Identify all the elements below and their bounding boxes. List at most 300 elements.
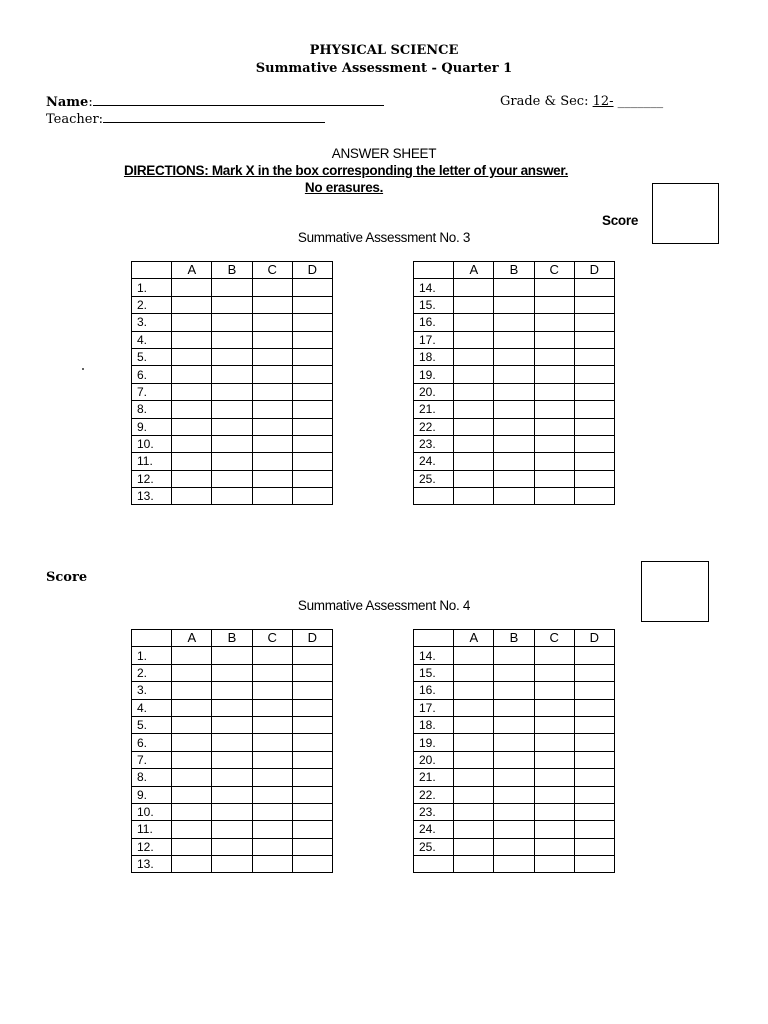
answer-box-c[interactable]	[534, 401, 574, 418]
table-row	[414, 821, 615, 838]
answer-box-b[interactable]	[494, 418, 534, 435]
answer-box-b[interactable]	[212, 682, 252, 699]
answer-box-b[interactable]	[494, 786, 534, 803]
answer-box-b[interactable]	[494, 348, 534, 365]
answer-box-c[interactable]	[534, 647, 574, 664]
answer-box-b[interactable]	[494, 716, 534, 733]
answer-box-a[interactable]	[454, 401, 494, 418]
answer-box-d[interactable]	[292, 786, 332, 803]
answer-box-d[interactable]	[292, 401, 332, 418]
answer-box-d[interactable]	[292, 331, 332, 348]
answer-box-c[interactable]	[252, 856, 292, 873]
table-row	[132, 366, 333, 383]
item-number: 5.	[132, 716, 172, 733]
answer-box-b[interactable]	[494, 647, 534, 664]
answer-box-d[interactable]	[574, 734, 614, 751]
item-number-header	[414, 262, 454, 279]
answer-box-d[interactable]	[574, 682, 614, 699]
answer-box-b[interactable]	[494, 453, 534, 470]
answer-table-4-left	[131, 629, 333, 873]
item-number	[414, 856, 454, 873]
answer-box-b[interactable]	[212, 296, 252, 313]
answer-box-d[interactable]	[574, 647, 614, 664]
answer-box-c[interactable]	[534, 682, 574, 699]
table-row	[132, 682, 333, 699]
answer-box-c[interactable]	[252, 314, 292, 331]
answer-box-a[interactable]	[172, 401, 212, 418]
answer-box-d[interactable]	[292, 314, 332, 331]
answer-box-d[interactable]	[574, 401, 614, 418]
answer-box-c[interactable]	[534, 453, 574, 470]
answer-box-a[interactable]	[172, 769, 212, 786]
answer-box-b[interactable]	[212, 803, 252, 820]
answer-box-c[interactable]	[252, 401, 292, 418]
item-number: 14.	[414, 647, 454, 664]
answer-box-d[interactable]	[574, 803, 614, 820]
item-number: 24.	[414, 821, 454, 838]
answer-box-b[interactable]	[494, 279, 534, 296]
answer-box-d[interactable]	[292, 838, 332, 855]
answer-box-b[interactable]	[212, 664, 252, 681]
table-row	[132, 664, 333, 681]
answer-box-c[interactable]	[534, 838, 574, 855]
item-number: 6.	[132, 734, 172, 751]
answer-box-b[interactable]	[212, 383, 252, 400]
table-row	[132, 803, 333, 820]
table-row	[132, 716, 333, 733]
teacher-field[interactable]	[46, 111, 325, 127]
answer-box-d[interactable]	[292, 682, 332, 699]
answer-box-b[interactable]	[494, 751, 534, 768]
table-row	[132, 769, 333, 786]
answer-box-b[interactable]	[494, 803, 534, 820]
answer-box-c[interactable]	[534, 314, 574, 331]
table-row	[414, 488, 615, 505]
section3-title: Summative Assessment No. 3	[297, 230, 471, 245]
answer-box-b[interactable]	[212, 647, 252, 664]
answer-box-d[interactable]	[292, 470, 332, 487]
assessment-title: Summative Assessment - Quarter 1	[255, 61, 513, 76]
answer-box-b[interactable]	[494, 734, 534, 751]
item-number: 10.	[132, 803, 172, 820]
item-number: 23.	[414, 435, 454, 452]
answer-box-c[interactable]	[252, 821, 292, 838]
table-row	[414, 296, 615, 313]
answer-box-d[interactable]	[574, 435, 614, 452]
answer-box-c[interactable]	[252, 838, 292, 855]
item-number: 12.	[132, 470, 172, 487]
answer-box-a[interactable]	[454, 856, 494, 873]
answer-box-c[interactable]	[534, 699, 574, 716]
answer-box-c[interactable]	[252, 331, 292, 348]
answer-box-b[interactable]	[212, 401, 252, 418]
answer-box-c[interactable]	[252, 803, 292, 820]
table-row	[414, 786, 615, 803]
answer-box-b[interactable]	[212, 453, 252, 470]
answer-box-b[interactable]	[212, 716, 252, 733]
answer-box-d[interactable]	[292, 435, 332, 452]
answer-box-b[interactable]	[494, 331, 534, 348]
answer-box-d[interactable]	[574, 821, 614, 838]
item-number: 14.	[414, 279, 454, 296]
table-row	[414, 418, 615, 435]
answer-box-a[interactable]	[454, 838, 494, 855]
table-header-row	[132, 262, 333, 279]
answer-box-b[interactable]	[212, 314, 252, 331]
answer-box-d[interactable]	[574, 296, 614, 313]
answer-box-a[interactable]	[172, 453, 212, 470]
directions-line2: No erasures.	[304, 180, 384, 195]
answer-box-b[interactable]	[212, 699, 252, 716]
answer-box-a[interactable]	[454, 314, 494, 331]
answer-box-c[interactable]	[534, 435, 574, 452]
answer-box-a[interactable]	[172, 366, 212, 383]
answer-box-c[interactable]	[534, 664, 574, 681]
answer-box-a[interactable]	[172, 803, 212, 820]
answer-box-b[interactable]	[212, 751, 252, 768]
answer-box-b[interactable]	[494, 488, 534, 505]
answer-box-b[interactable]	[494, 470, 534, 487]
answer-box-a[interactable]	[172, 821, 212, 838]
answer-box-c[interactable]	[252, 769, 292, 786]
answer-box-c[interactable]	[534, 279, 574, 296]
answer-box-d[interactable]	[574, 453, 614, 470]
name-label: Name	[46, 95, 89, 110]
answer-box-d[interactable]	[292, 716, 332, 733]
answer-box-a[interactable]	[172, 331, 212, 348]
item-number: 21.	[414, 769, 454, 786]
answer-box-d[interactable]	[292, 769, 332, 786]
answer-box-c[interactable]	[252, 751, 292, 768]
answer-box-d[interactable]	[574, 418, 614, 435]
table-row	[414, 734, 615, 751]
answer-box-a[interactable]	[454, 470, 494, 487]
answer-box-d[interactable]	[574, 699, 614, 716]
answer-box-a[interactable]	[454, 786, 494, 803]
answer-box-d[interactable]	[292, 803, 332, 820]
option-header-c: C	[534, 262, 574, 279]
answer-box-d[interactable]	[574, 383, 614, 400]
answer-box-a[interactable]	[454, 769, 494, 786]
table-header-row	[414, 630, 615, 647]
answer-box-d[interactable]	[292, 856, 332, 873]
table-row	[414, 279, 615, 296]
answer-box-c[interactable]	[534, 470, 574, 487]
item-number: 22.	[414, 418, 454, 435]
answer-box-a[interactable]	[172, 488, 212, 505]
answer-box-a[interactable]	[172, 418, 212, 435]
answer-box-c[interactable]	[252, 488, 292, 505]
answer-sheet-title: ANSWER SHEET	[331, 146, 437, 161]
answer-box-c[interactable]	[534, 769, 574, 786]
answer-box-b[interactable]	[212, 769, 252, 786]
option-header-c: C	[252, 630, 292, 647]
answer-box-b[interactable]	[494, 699, 534, 716]
item-number: 9.	[132, 418, 172, 435]
answer-box-a[interactable]	[454, 734, 494, 751]
answer-box-c[interactable]	[534, 786, 574, 803]
table-row	[132, 435, 333, 452]
answer-box-d[interactable]	[292, 751, 332, 768]
answer-box-d[interactable]	[292, 296, 332, 313]
answer-box-a[interactable]	[172, 786, 212, 803]
answer-box-d[interactable]	[292, 734, 332, 751]
answer-box-d[interactable]	[292, 453, 332, 470]
item-number: 6.	[132, 366, 172, 383]
answer-box-d[interactable]	[574, 279, 614, 296]
answer-box-d[interactable]	[292, 699, 332, 716]
answer-box-d[interactable]	[292, 383, 332, 400]
item-number: 25.	[414, 470, 454, 487]
item-number: 8.	[132, 401, 172, 418]
answer-box-d[interactable]	[574, 716, 614, 733]
answer-box-a[interactable]	[454, 418, 494, 435]
answer-box-a[interactable]	[454, 664, 494, 681]
answer-box-b[interactable]	[212, 279, 252, 296]
table-row	[414, 751, 615, 768]
answer-box-a[interactable]	[454, 821, 494, 838]
answer-box-c[interactable]	[534, 331, 574, 348]
answer-box-d[interactable]	[574, 769, 614, 786]
table-row	[132, 786, 333, 803]
answer-box-b[interactable]	[494, 682, 534, 699]
answer-box-a[interactable]	[454, 682, 494, 699]
answer-box-b[interactable]	[494, 664, 534, 681]
name-line[interactable]	[93, 94, 384, 106]
answer-box-b[interactable]	[494, 296, 534, 313]
grade-blank[interactable]: _______	[613, 94, 664, 109]
item-number: 19.	[414, 366, 454, 383]
answer-box-c[interactable]	[252, 716, 292, 733]
answer-box-b[interactable]	[494, 366, 534, 383]
answer-box-d[interactable]	[574, 751, 614, 768]
item-number: 25.	[414, 838, 454, 855]
answer-box-d[interactable]	[292, 647, 332, 664]
answer-box-b[interactable]	[494, 856, 534, 873]
answer-box-b[interactable]	[212, 856, 252, 873]
answer-box-c[interactable]	[534, 488, 574, 505]
answer-box-a[interactable]	[172, 383, 212, 400]
answer-box-a[interactable]	[454, 348, 494, 365]
answer-box-a[interactable]	[172, 699, 212, 716]
answer-box-c[interactable]	[534, 296, 574, 313]
answer-box-c[interactable]	[252, 734, 292, 751]
item-number: 13.	[132, 856, 172, 873]
option-header-d: D	[574, 262, 614, 279]
option-header-a: A	[172, 630, 212, 647]
answer-box-a[interactable]	[454, 435, 494, 452]
answer-box-a[interactable]	[454, 803, 494, 820]
item-number: 19.	[414, 734, 454, 751]
answer-box-b[interactable]	[494, 401, 534, 418]
answer-box-c[interactable]	[252, 279, 292, 296]
answer-box-a[interactable]	[454, 383, 494, 400]
answer-box-d[interactable]	[292, 664, 332, 681]
answer-box-a[interactable]	[172, 279, 212, 296]
answer-box-d[interactable]	[292, 366, 332, 383]
table-row	[132, 699, 333, 716]
answer-box-c[interactable]	[252, 664, 292, 681]
answer-box-a[interactable]	[172, 682, 212, 699]
answer-box-b[interactable]	[212, 786, 252, 803]
name-field[interactable]	[46, 94, 384, 110]
answer-box-a[interactable]	[454, 453, 494, 470]
answer-box-d[interactable]	[574, 664, 614, 681]
answer-box-d[interactable]	[292, 821, 332, 838]
answer-box-c[interactable]	[252, 786, 292, 803]
answer-box-c[interactable]	[252, 296, 292, 313]
table-row	[132, 821, 333, 838]
table-row	[414, 647, 615, 664]
answer-box-c[interactable]	[534, 856, 574, 873]
table-row	[132, 314, 333, 331]
answer-table-3-left	[131, 261, 333, 505]
option-header-b: B	[494, 262, 534, 279]
answer-box-b[interactable]	[212, 488, 252, 505]
item-number: 9.	[132, 786, 172, 803]
answer-box-d[interactable]	[574, 856, 614, 873]
answer-box-b[interactable]	[494, 383, 534, 400]
item-number-header	[132, 262, 172, 279]
item-number: 3.	[132, 682, 172, 699]
answer-box-c[interactable]	[252, 453, 292, 470]
answer-box-c[interactable]	[534, 348, 574, 365]
answer-box-c[interactable]	[534, 366, 574, 383]
answer-box-a[interactable]	[172, 470, 212, 487]
answer-box-a[interactable]	[454, 716, 494, 733]
item-number: 4.	[132, 331, 172, 348]
answer-box-b[interactable]	[212, 838, 252, 855]
answer-box-a[interactable]	[172, 348, 212, 365]
answer-box-c[interactable]	[252, 435, 292, 452]
answer-box-b[interactable]	[212, 331, 252, 348]
answer-box-a[interactable]	[454, 279, 494, 296]
answer-box-b[interactable]	[494, 314, 534, 331]
answer-box-c[interactable]	[252, 470, 292, 487]
answer-table-4-right	[413, 629, 615, 873]
answer-box-d[interactable]	[292, 348, 332, 365]
item-number: 11.	[132, 453, 172, 470]
option-header-a: A	[454, 262, 494, 279]
answer-box-c[interactable]	[252, 383, 292, 400]
answer-box-c[interactable]	[252, 348, 292, 365]
item-number: 20.	[414, 383, 454, 400]
answer-box-b[interactable]	[494, 838, 534, 855]
table-row	[132, 734, 333, 751]
stray-mark	[82, 368, 84, 370]
answer-box-a[interactable]	[172, 838, 212, 855]
answer-box-a[interactable]	[454, 751, 494, 768]
answer-box-a[interactable]	[172, 314, 212, 331]
table-row	[132, 453, 333, 470]
item-number: 8.	[132, 769, 172, 786]
answer-box-b[interactable]	[212, 821, 252, 838]
answer-box-a[interactable]	[172, 856, 212, 873]
table-row	[132, 331, 333, 348]
answer-box-a[interactable]	[172, 647, 212, 664]
answer-box-c[interactable]	[534, 418, 574, 435]
answer-box-a[interactable]	[172, 664, 212, 681]
teacher-line[interactable]	[103, 111, 325, 123]
option-header-a: A	[172, 262, 212, 279]
table-row	[132, 348, 333, 365]
answer-box-c[interactable]	[252, 647, 292, 664]
answer-box-d[interactable]	[292, 418, 332, 435]
answer-box-c[interactable]	[534, 383, 574, 400]
answer-box-d[interactable]	[574, 348, 614, 365]
answer-box-d[interactable]	[574, 838, 614, 855]
answer-box-c[interactable]	[534, 751, 574, 768]
table-header-row	[414, 262, 615, 279]
item-number-header	[414, 630, 454, 647]
answer-box-c[interactable]	[252, 418, 292, 435]
subject-title: PHYSICAL SCIENCE	[309, 43, 459, 58]
table-row	[414, 314, 615, 331]
answer-box-d[interactable]	[292, 488, 332, 505]
answer-box-a[interactable]	[454, 331, 494, 348]
table-row	[414, 716, 615, 733]
answer-box-d[interactable]	[574, 331, 614, 348]
name-colon: :	[88, 95, 93, 110]
answer-box-d[interactable]	[574, 786, 614, 803]
answer-box-c[interactable]	[534, 803, 574, 820]
table-row	[132, 296, 333, 313]
answer-box-d[interactable]	[574, 366, 614, 383]
grade-section-field[interactable]	[500, 94, 663, 109]
answer-box-a[interactable]	[454, 488, 494, 505]
answer-box-c[interactable]	[534, 734, 574, 751]
answer-box-c[interactable]	[534, 716, 574, 733]
answer-box-d[interactable]	[292, 279, 332, 296]
table-row	[414, 401, 615, 418]
option-header-d: D	[574, 630, 614, 647]
answer-box-a[interactable]	[172, 435, 212, 452]
answer-box-d[interactable]	[574, 488, 614, 505]
grade-prefix: 12-	[592, 94, 614, 109]
answer-box-c[interactable]	[534, 821, 574, 838]
answer-box-b[interactable]	[494, 821, 534, 838]
answer-box-b[interactable]	[212, 348, 252, 365]
answer-box-a[interactable]	[454, 699, 494, 716]
answer-box-a[interactable]	[172, 296, 212, 313]
table-row	[414, 856, 615, 873]
answer-box-b[interactable]	[494, 769, 534, 786]
item-number: 15.	[414, 296, 454, 313]
answer-box-b[interactable]	[212, 734, 252, 751]
answer-box-a[interactable]	[454, 366, 494, 383]
item-number: 16.	[414, 314, 454, 331]
answer-box-a[interactable]	[454, 296, 494, 313]
answer-box-b[interactable]	[494, 435, 534, 452]
answer-box-a[interactable]	[172, 716, 212, 733]
table-row	[132, 856, 333, 873]
answer-box-a[interactable]	[454, 647, 494, 664]
answer-box-b[interactable]	[212, 366, 252, 383]
answer-box-c[interactable]	[252, 699, 292, 716]
item-number: 16.	[414, 682, 454, 699]
answer-box-d[interactable]	[574, 314, 614, 331]
answer-box-a[interactable]	[172, 751, 212, 768]
table-row	[132, 488, 333, 505]
option-header-c: C	[252, 262, 292, 279]
answer-box-b[interactable]	[212, 435, 252, 452]
answer-box-d[interactable]	[574, 470, 614, 487]
answer-box-c[interactable]	[252, 682, 292, 699]
answer-box-c[interactable]	[252, 366, 292, 383]
answer-box-b[interactable]	[212, 418, 252, 435]
answer-box-b[interactable]	[212, 470, 252, 487]
answer-box-a[interactable]	[172, 734, 212, 751]
